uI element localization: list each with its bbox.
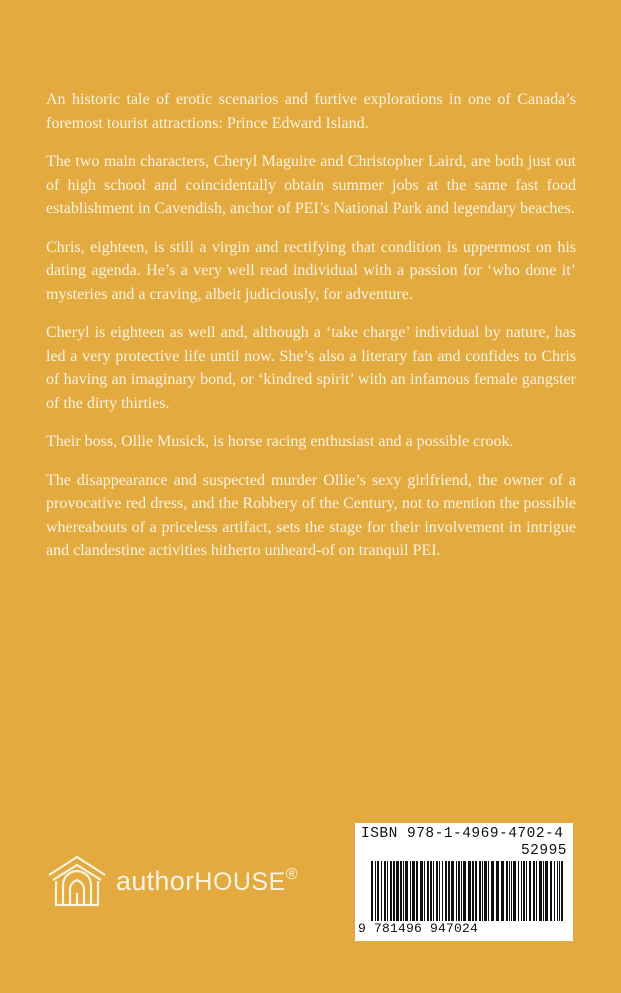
barcode-bar: [403, 861, 404, 921]
isbn-barcode: [355, 823, 573, 941]
barcode-bar: [456, 861, 457, 921]
barcode-bar: [484, 861, 487, 921]
barcode-bar: [559, 861, 560, 921]
barcode-bar: [545, 861, 548, 921]
barcode-bar: [377, 861, 379, 921]
barcode-bar: [482, 861, 483, 921]
barcode-bar: [550, 861, 552, 921]
isbn-label: ISBN 978-1-4969-4702-4: [361, 826, 564, 842]
barcode-bar: [523, 861, 525, 921]
price-code: 52995: [520, 843, 567, 859]
barcode-bar: [479, 861, 481, 921]
blurb-paragraph-5: Their boss, Ollie Musick, is horse racing enthusiast and a possible crook.: [46, 433, 514, 450]
publisher-name: [116, 866, 298, 897]
barcode-bar: [451, 861, 454, 921]
blurb-paragraph-4: Cheryl is eighteen as well and, although a ‘take charge’ individual by nature, has led a very protective life until now. She’s also a literary fan and confides to Chris of having an imaginary bond, or ‘kindred spirit’ with an infamous female gangster of the dirty thirties.: [46, 324, 576, 412]
barcode-bar: [561, 861, 563, 921]
barcode-bar: [506, 861, 508, 921]
barcode-bar: [448, 861, 450, 921]
barcode-bar: [442, 861, 443, 921]
barcode-bar: [529, 861, 531, 921]
barcode-bar: [387, 861, 388, 921]
blurb-paragraph-2: The two main characters, Cheryl Maguire and Christopher Laird, are both just out of high school and coincidentally obtain summer jobs at the same fast food establishment in Cavendish, anchor of PEI’s National Park and legendary beaches.: [46, 153, 576, 217]
barcode-bar: [381, 861, 382, 921]
barcode-bar: [501, 861, 504, 921]
barcode-bar: [472, 861, 474, 921]
barcode-bar: [416, 861, 418, 921]
barcode-bar: [400, 861, 402, 921]
barcode-bar: [536, 861, 537, 921]
barcode-bar: [396, 861, 399, 921]
barcode-bar: [458, 861, 460, 921]
barcode-bar: [461, 861, 462, 921]
barcode-bar: [405, 861, 408, 921]
publisher-logo: [46, 853, 298, 909]
barcode-bar: [475, 861, 477, 921]
publisher-name-house: HOUSE: [194, 867, 286, 896]
barcode-bar: [539, 861, 542, 921]
barcode-bar: [496, 861, 499, 921]
blurb-paragraph-6: The disappearance and suspected murder Ollie’s sexy girlfriend, the owner of a provocative red dress, and the Robbery of the Century, not to mention the possible whereabouts of a priceless artifact, sets the stage for their involvement in intrigue and clandestine activities hitherto unheard-of on tranquil PEI.: [46, 471, 576, 559]
barcode-bar: [439, 861, 440, 921]
blurb-paragraph-1: An historic tale of erotic scenarios and furtive explorations in one of Canada’s foremost tourist attractions: Prince Edward Island.: [46, 91, 576, 132]
barcode-bar: [393, 861, 395, 921]
barcode-bars: [371, 861, 567, 921]
registered-mark: ®: [285, 865, 298, 883]
barcode-bar: [375, 861, 376, 921]
barcode-bar: [427, 861, 429, 921]
back-cover-blurb: [46, 88, 576, 578]
barcode-bar: [436, 861, 438, 921]
barcode-bar: [445, 861, 447, 921]
authorhouse-logo-icon: [46, 853, 108, 909]
barcode-bar: [433, 861, 434, 921]
barcode-bar: [557, 861, 558, 921]
publisher-name-author: author: [116, 865, 195, 896]
barcode-bar: [384, 861, 386, 921]
barcode-bar: [509, 861, 510, 921]
barcode-bar: [390, 861, 392, 921]
barcode-bar: [410, 861, 411, 921]
barcode-bar: [526, 861, 527, 921]
barcode-bar: [491, 861, 494, 921]
blurb-paragraph-3: Chris, eighteen, is still a virgin and rectifying that condition is uppermost on his dating agenda. He’s a very well read individual with a passion for ‘who done it’ mysteries and a craving, albeit judiciously, for adventure.: [46, 238, 576, 303]
barcode-bar: [371, 861, 373, 921]
barcode-bar: [543, 861, 544, 921]
barcode-bar: [463, 861, 466, 921]
barcode-bar: [513, 861, 516, 921]
barcode-bar: [488, 861, 489, 921]
barcode-bar: [468, 861, 471, 921]
barcode-bar: [430, 861, 432, 921]
barcode-bar: [424, 861, 425, 921]
barcode-bar: [420, 861, 423, 921]
barcode-bar: [412, 861, 415, 921]
barcode-bar: [533, 861, 535, 921]
barcode-bar: [518, 861, 519, 921]
barcode-bar: [511, 861, 512, 921]
barcode-bar: [521, 861, 522, 921]
ean-digits: 9 781496 947024: [358, 921, 479, 936]
barcode-bar: [554, 861, 555, 921]
